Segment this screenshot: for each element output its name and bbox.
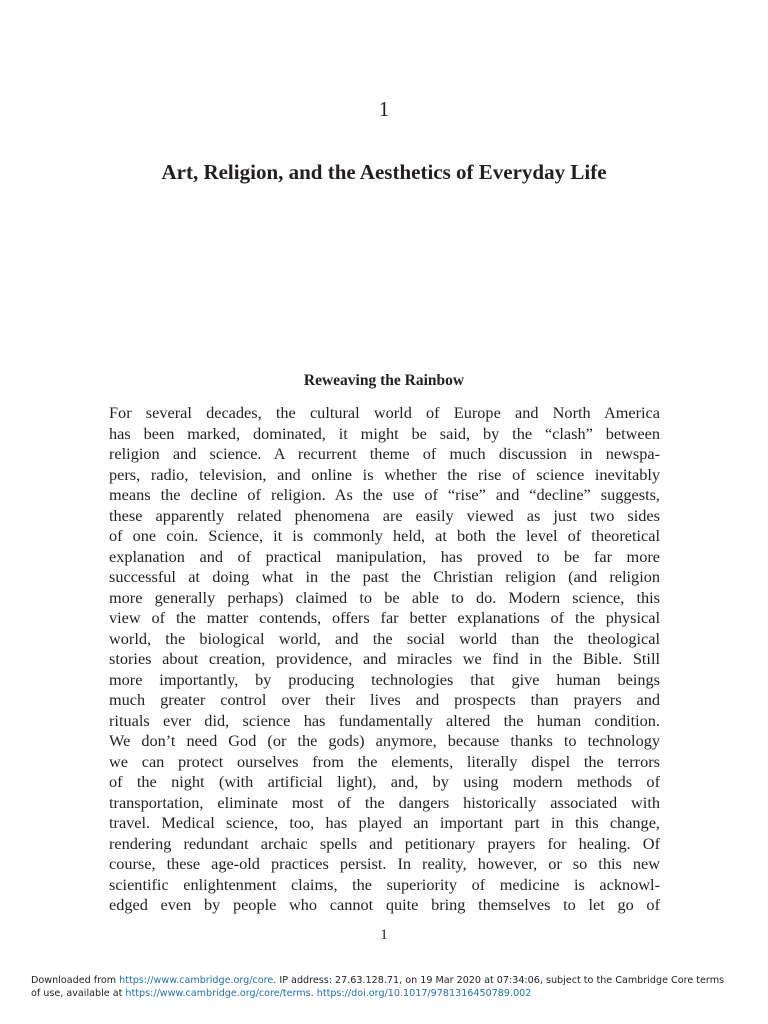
body-line: successful at doing what in the past the Christian religion (and religion — [109, 567, 660, 586]
body-line: explanation and of practical manipulation, has proved to be far more — [109, 546, 660, 566]
body-line: these apparently related phenomena are easily viewed as just two sides — [109, 505, 660, 525]
body-line: travel. Medical science, too, has played an important part in this change, — [109, 813, 660, 832]
body-line: religion and science. A recurrent theme of much discussion in newspa- — [109, 444, 660, 463]
download-footer — [31, 975, 751, 1000]
body-line: of one coin. Science, it is commonly held, at both the level of theoretical — [109, 526, 660, 545]
footer-prefix: Downloaded from — [31, 975, 120, 986]
body-line: much greater control over their lives and prospects than prayers and — [109, 690, 660, 709]
section-heading: Reweaving the Rainbow — [303, 372, 465, 389]
body-line: world, the biological world, and the social world than the theological — [109, 628, 660, 648]
body-line: rendering redundant archaic spells and petitionary prayers for healing. Of — [109, 833, 660, 853]
body-line: means the decline of religion. As the use of “rise” and “decline” suggests, — [109, 485, 660, 504]
body-line: we can protect ourselves from the elements, literally dispel the terrors — [109, 751, 660, 771]
body-line: more generally perhaps) claimed to be able to do. Modern science, this — [109, 587, 660, 607]
body-line: We don’t need God (or the gods) anymore, because thanks to technology — [109, 731, 660, 750]
body-line: scientific enlightenment claims, the superiority of medicine is acknowl- — [109, 874, 660, 894]
body-line: transportation, eliminate most of the dangers historically associated with — [109, 792, 660, 812]
body-line: more importantly, by producing technologies that give human beings — [109, 669, 660, 689]
body-line: course, these age-old practices persist. In reality, however, or so this new — [109, 854, 660, 873]
cambridge-core-link[interactable]: https://www.cambridge.org/core — [119, 975, 274, 986]
chapter-title: Art, Religion, and the Aesthetics of Everyday Life — [161, 160, 607, 184]
body-line: view of the matter contends, offers far better explanations of the physical — [109, 608, 660, 627]
page-number: 1 — [380, 927, 388, 943]
footer-line-1 — [31, 975, 751, 988]
body-line: has been marked, dominated, it might be said, by the “clash” between — [109, 423, 660, 443]
chapter-number: 1 — [378, 97, 390, 121]
footer-line-2 — [31, 988, 751, 1001]
body-line: rituals ever did, science has fundamentally altered the human condition. — [109, 710, 660, 730]
body-line: stories about creation, providence, and miracles we find in the Bible. Still — [109, 649, 660, 668]
footer-line2-prefix: of use, available at — [31, 987, 126, 999]
body-line: of the night (with artificial light), and, by using modern methods of — [109, 772, 660, 791]
body-line: pers, radio, television, and online is whether the rise of science inevitably — [109, 464, 660, 484]
doi-link[interactable]: https://doi.org/10.1017/9781316450789.002 — [316, 987, 532, 999]
body-line: For several decades, the cultural world of Europe and North America — [109, 403, 660, 422]
body-line: edged even by people who cannot quite bring themselves to let go of — [109, 895, 660, 914]
footer-separator: . — [310, 987, 317, 999]
footer-ip-text: . IP address: 27.63.128.71, on 19 Mar 2020 at 07:34:06, subject to the Cambridge Core terms — [273, 975, 725, 986]
body-paragraph — [109, 403, 660, 916]
terms-link[interactable]: https://www.cambridge.org/core/terms — [125, 987, 311, 999]
